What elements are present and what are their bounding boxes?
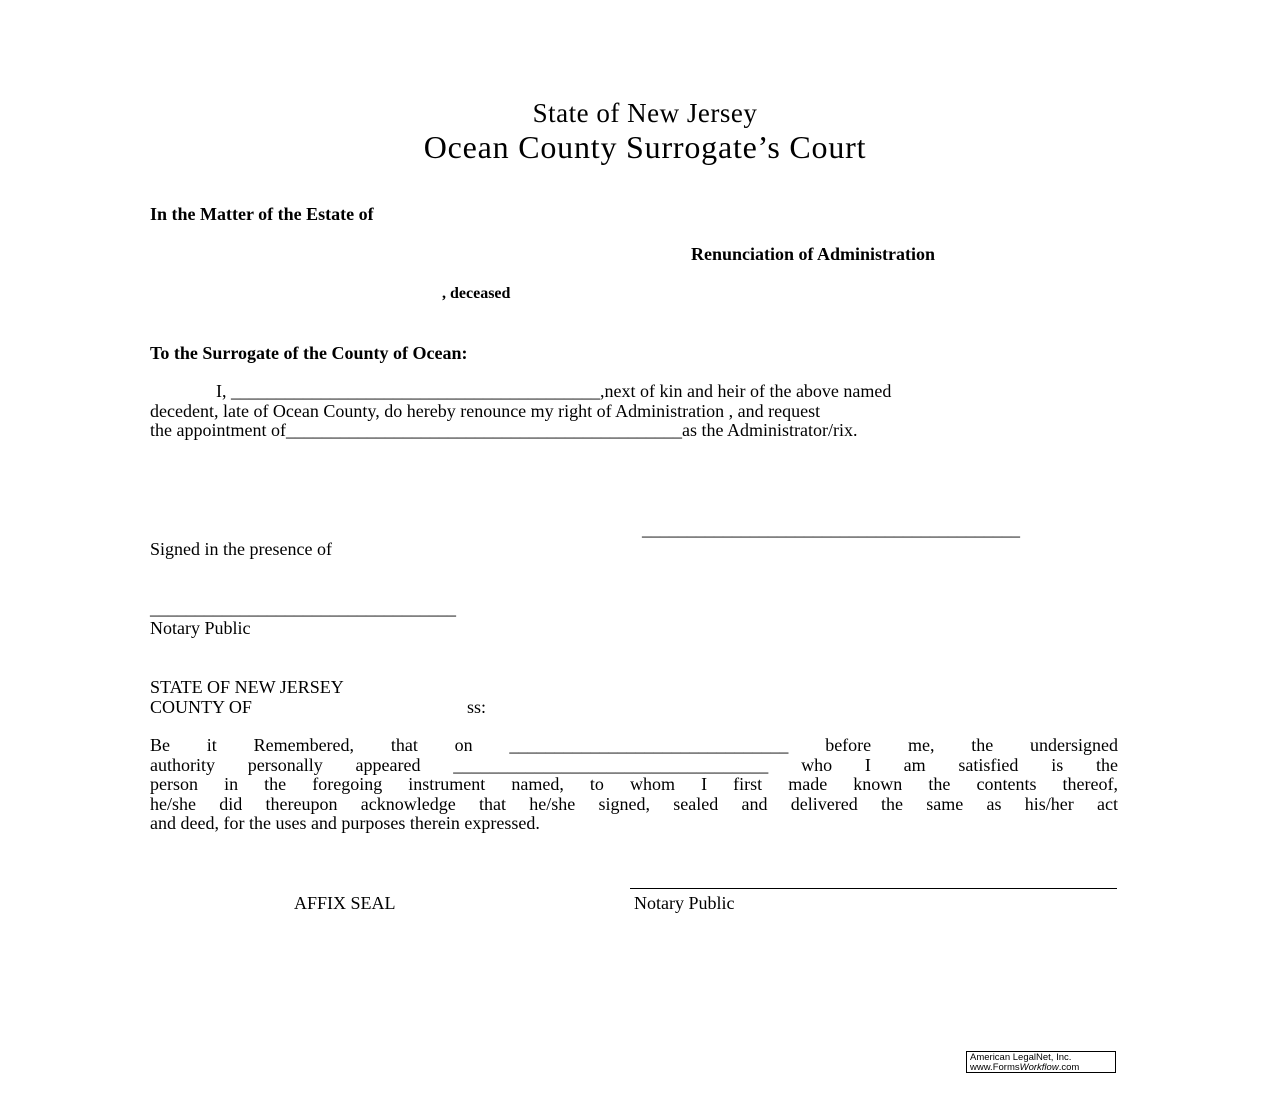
presence-label: Signed in the presence of [150, 539, 332, 559]
renunciation-paragraph [150, 382, 1098, 441]
address-line: To the Surrogate of the County of Ocean: [150, 343, 468, 363]
acknowledgment-line-5: and deed, for the uses and purposes therein expressed. [150, 813, 540, 834]
notary-public-footer-label: Notary Public [634, 893, 735, 913]
pronoun-text: I, [216, 381, 231, 401]
notary-public-label: Notary Public [150, 618, 251, 638]
renunciation-line-2: decedent, late of Ocean County, do hereby renounce my right of Administration , and request [150, 400, 821, 421]
court-title: Ocean County Surrogate’s Court [423, 129, 867, 165]
acknowledgment-line-2: authority personally appeared ___________________________________ who I am satisfied is the [150, 754, 1118, 775]
estate-matter-label: In the Matter of the Estate of [150, 204, 374, 224]
publisher-stamp [966, 1051, 1116, 1073]
state-title: State of New Jersey [532, 98, 758, 128]
document-title: Renunciation of Administration [691, 244, 936, 264]
venue-ss: ss: [467, 697, 487, 717]
acknowledgment-paragraph [150, 736, 1118, 834]
administrator-text: as the Administrator/rix. [681, 420, 858, 441]
deceased-label: , deceased [442, 285, 511, 302]
renunciation-line-1 [150, 382, 1098, 402]
publisher-url [970, 1063, 1115, 1073]
affix-seal-label: AFFIX SEAL [294, 893, 396, 913]
renunciation-line-3 [150, 421, 1098, 441]
acknowledgment-line-3: person in the foregoing instrument named, to whom I first made known the contents thereof, [150, 774, 1118, 795]
kin-text: ,next of kin and heir of the above named [600, 381, 892, 401]
heir-name-blank[interactable]: _________________________________________ [231, 381, 600, 401]
publisher-url-prefix: www.Forms [970, 1062, 1020, 1073]
venue-state: STATE OF NEW JERSEY [150, 677, 344, 697]
acknowledgment-line-4: he/she did thereupon acknowledge that he/she signed, sealed and delivered the same as his/her act [150, 793, 1118, 814]
publisher-url-italic: Workflow [1019, 1062, 1059, 1073]
notary-signature-rule[interactable] [630, 888, 1117, 889]
appointment-text: the appointment of [150, 420, 286, 441]
administrator-name-blank[interactable]: ____________________________________________ [285, 420, 682, 441]
publisher-url-suffix: .com [1058, 1062, 1080, 1073]
witness-signature-line[interactable]: __________________________________ [150, 598, 456, 618]
signer-signature-line[interactable]: __________________________________________ [642, 519, 1020, 539]
publisher-company: American LegalNet, Inc. [970, 1052, 1072, 1063]
venue-county: COUNTY OF [150, 697, 252, 717]
acknowledgment-line-1: Be it Remembered, that on _______________________________ before me, the undersigned [150, 735, 1118, 755]
